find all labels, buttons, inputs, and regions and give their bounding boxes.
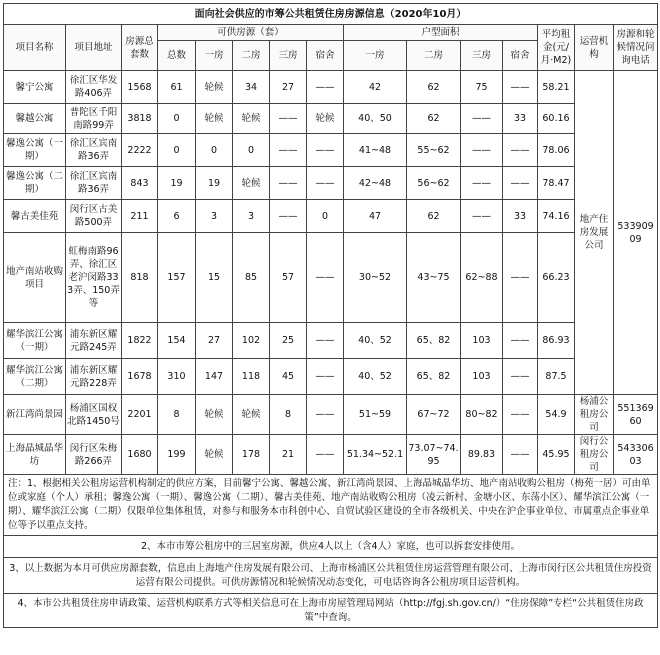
cell-area-dorm: —— xyxy=(503,435,538,475)
cell-supply-2: 0 xyxy=(233,134,270,167)
cell-supply-dorm: —— xyxy=(307,167,344,200)
table-title: 面向社会供应的市筹公共租赁住房房源信息（2020年10月） xyxy=(4,4,658,25)
table-row xyxy=(4,233,658,323)
cell-supply-1: 3 xyxy=(196,200,233,233)
cell-address: 浦东新区耀元路245弄 xyxy=(66,323,122,359)
cell-supply-total: 154 xyxy=(158,323,196,359)
cell-area-3: 103 xyxy=(461,323,503,359)
table-row xyxy=(4,71,658,104)
cell-supply-1: 轮候 xyxy=(196,395,233,435)
cell-area-1: 42~48 xyxy=(344,167,407,200)
cell-supply-3: 8 xyxy=(270,395,307,435)
cell-supply-2: 102 xyxy=(233,323,270,359)
agency-minhang: 闵行公租房公司 xyxy=(575,435,614,475)
note-2: 2、本市市筹公租房中的三居室房源，供应4人以上（含4人）家庭，也可以拆套安排使用。 xyxy=(4,536,658,558)
agency-yangpu: 杨浦公租房公司 xyxy=(575,395,614,435)
header-supply-group: 可供房源（套） xyxy=(158,25,344,41)
cell-address: 闵行区古美路500弄 xyxy=(66,200,122,233)
housing-table xyxy=(3,3,658,628)
cell-area-1: 47 xyxy=(344,200,407,233)
cell-area-3: —— xyxy=(461,104,503,134)
cell-address: 杨浦区国权北路1450号 xyxy=(66,395,122,435)
cell-supply-1: 15 xyxy=(196,233,233,323)
phone-yangpu: 55136960 xyxy=(614,395,658,435)
cell-address: 闵行区朱梅路266弄 xyxy=(66,435,122,475)
table-row xyxy=(4,435,658,475)
header-supply-3room: 三房 xyxy=(270,41,307,71)
cell-area-2: 67~72 xyxy=(407,395,461,435)
cell-name: 馨逸公寓（一期） xyxy=(4,134,66,167)
cell-supply-1: 147 xyxy=(196,359,233,395)
agency-dichan: 地产住房发展公司 xyxy=(575,71,614,395)
cell-area-3: 75 xyxy=(461,71,503,104)
cell-supply-1: 轮候 xyxy=(196,104,233,134)
cell-total: 843 xyxy=(122,167,158,200)
cell-supply-3: 21 xyxy=(270,435,307,475)
header-area-group: 户型面积 xyxy=(344,25,538,41)
cell-total: 818 xyxy=(122,233,158,323)
cell-supply-dorm: —— xyxy=(307,359,344,395)
cell-address: 徐汇区华发路406弄 xyxy=(66,71,122,104)
cell-supply-2: 轮候 xyxy=(233,395,270,435)
cell-area-2: 62 xyxy=(407,71,461,104)
cell-supply-total: 310 xyxy=(158,359,196,395)
cell-supply-3: —— xyxy=(270,104,307,134)
cell-area-2: 62 xyxy=(407,200,461,233)
header-total-sets: 房源总套数 xyxy=(122,25,158,71)
document xyxy=(3,3,657,628)
cell-supply-total: 19 xyxy=(158,167,196,200)
cell-area-dorm: —— xyxy=(503,167,538,200)
table-row xyxy=(4,200,658,233)
cell-rent: 86.93 xyxy=(538,323,575,359)
cell-name: 耀华滨江公寓（一期） xyxy=(4,323,66,359)
cell-area-1: 42 xyxy=(344,71,407,104)
phone-minhang: 54330603 xyxy=(614,435,658,475)
cell-total: 1678 xyxy=(122,359,158,395)
cell-supply-3: —— xyxy=(270,134,307,167)
cell-area-2: 65、82 xyxy=(407,323,461,359)
cell-name: 耀华滨江公寓（二期） xyxy=(4,359,66,395)
cell-supply-dorm: —— xyxy=(307,323,344,359)
cell-supply-2: 轮候 xyxy=(233,104,270,134)
cell-supply-dorm: 0 xyxy=(307,200,344,233)
cell-total: 1568 xyxy=(122,71,158,104)
cell-name: 新江湾尚景园 xyxy=(4,395,66,435)
cell-area-3: 80~82 xyxy=(461,395,503,435)
table-row xyxy=(4,104,658,134)
cell-address: 徐汇区宾南路36弄 xyxy=(66,167,122,200)
header-area-3room: 三房 xyxy=(461,41,503,71)
cell-rent: 58.21 xyxy=(538,71,575,104)
cell-name: 馨宁公寓 xyxy=(4,71,66,104)
cell-supply-dorm: —— xyxy=(307,435,344,475)
cell-area-1: 30~52 xyxy=(344,233,407,323)
cell-address: 浦东新区耀元路228弄 xyxy=(66,359,122,395)
cell-supply-dorm: —— xyxy=(307,233,344,323)
cell-rent: 45.95 xyxy=(538,435,575,475)
table-row xyxy=(4,323,658,359)
cell-name: 地产南站收购项目 xyxy=(4,233,66,323)
cell-area-dorm: 33 xyxy=(503,104,538,134)
cell-address: 普陀区千阳南路99弄 xyxy=(66,104,122,134)
cell-total: 1680 xyxy=(122,435,158,475)
cell-supply-1: 27 xyxy=(196,323,233,359)
table-row xyxy=(4,167,658,200)
cell-area-1: 40、50 xyxy=(344,104,407,134)
cell-supply-3: —— xyxy=(270,200,307,233)
header-area-dorm: 宿舍 xyxy=(503,41,538,71)
cell-supply-2: 178 xyxy=(233,435,270,475)
cell-supply-1: 轮候 xyxy=(196,71,233,104)
header-rent: 平均租金(元/月·M2) xyxy=(538,25,575,71)
cell-area-2: 55~62 xyxy=(407,134,461,167)
cell-area-2: 62 xyxy=(407,104,461,134)
cell-supply-total: 0 xyxy=(158,134,196,167)
note-1: 注：1、根据相关公租房运营机构制定的供应方案，目前馨宁公寓、馨越公寓、新江湾尚景园、上海晶城晶华坊、地产南站收购公租房（梅苑一居）可由单位或家庭（个人）承租；馨逸公寓（一期）、馨逸公寓（二期）、馨古美佳苑、地产南站收购公租房（凌云新村、金塘小区、东荡小区）、耀华滨江公寓（一期）、耀华滨江公寓（二期）仅限单位集体租赁，对参与和服务本市科创中心、自贸试验区建设的全市各级机关、中央在沪企事业单位、市属重点企事业单位等予以重点支持。 xyxy=(4,475,658,536)
cell-supply-total: 61 xyxy=(158,71,196,104)
cell-area-1: 40、52 xyxy=(344,323,407,359)
cell-area-3: —— xyxy=(461,167,503,200)
cell-area-dorm: —— xyxy=(503,395,538,435)
cell-supply-2: 118 xyxy=(233,359,270,395)
cell-supply-3: —— xyxy=(270,167,307,200)
cell-rent: 54.9 xyxy=(538,395,575,435)
cell-area-1: 41~48 xyxy=(344,134,407,167)
header-agency: 运营机构 xyxy=(575,25,614,71)
cell-supply-3: 57 xyxy=(270,233,307,323)
header-supply-1room: 一房 xyxy=(196,41,233,71)
header-supply-2room: 二房 xyxy=(233,41,270,71)
cell-area-1: 51~59 xyxy=(344,395,407,435)
cell-area-2: 43~75 xyxy=(407,233,461,323)
cell-rent: 66.23 xyxy=(538,233,575,323)
cell-area-dorm: —— xyxy=(503,323,538,359)
cell-supply-total: 8 xyxy=(158,395,196,435)
table-row xyxy=(4,134,658,167)
cell-supply-3: 45 xyxy=(270,359,307,395)
header-name: 项目名称 xyxy=(4,25,66,71)
cell-supply-2: 85 xyxy=(233,233,270,323)
cell-area-2: 65、82 xyxy=(407,359,461,395)
cell-total: 1822 xyxy=(122,323,158,359)
cell-area-3: 89.83 xyxy=(461,435,503,475)
header-supply-total: 总数 xyxy=(158,41,196,71)
cell-supply-total: 6 xyxy=(158,200,196,233)
table-row xyxy=(4,359,658,395)
cell-name: 馨越公寓 xyxy=(4,104,66,134)
cell-rent: 78.06 xyxy=(538,134,575,167)
cell-rent: 87.5 xyxy=(538,359,575,395)
cell-area-1: 40、52 xyxy=(344,359,407,395)
note-3: 3、以上数据为本月可供应房源套数，信息由上海地产住房发展有限公司、上海市杨浦区公共租赁住房运营管理有限公司、上海市闵行区公共租赁住房投资运营有限公司提供。可供房源情况和轮候情况动态变化，可电话咨询各公租房项目运营机构。 xyxy=(4,558,658,594)
cell-supply-2: 34 xyxy=(233,71,270,104)
cell-name: 馨逸公寓（二期） xyxy=(4,167,66,200)
cell-rent: 60.16 xyxy=(538,104,575,134)
cell-supply-dorm: 轮候 xyxy=(307,104,344,134)
cell-total: 2222 xyxy=(122,134,158,167)
cell-area-3: 62~88 xyxy=(461,233,503,323)
cell-supply-1: 轮候 xyxy=(196,435,233,475)
cell-total: 211 xyxy=(122,200,158,233)
note-4: 4、本市公共租赁住房申请政策、运营机构联系方式等相关信息可在上海市房屋管理局网站（http://fgj.sh.gov.cn/）“住房保障”专栏“公共租赁住房政策”中查询。 xyxy=(4,594,658,628)
header-supply-dorm: 宿舍 xyxy=(307,41,344,71)
cell-address: 虹梅南路96弄、徐汇区老沪闵路333弄、150弄等 xyxy=(66,233,122,323)
header-area-2room: 二房 xyxy=(407,41,461,71)
cell-area-dorm: —— xyxy=(503,134,538,167)
cell-area-2: 56~62 xyxy=(407,167,461,200)
cell-area-1: 51.34~52.1 xyxy=(344,435,407,475)
cell-supply-total: 199 xyxy=(158,435,196,475)
cell-total: 2201 xyxy=(122,395,158,435)
cell-area-dorm: —— xyxy=(503,359,538,395)
cell-area-2: 73.07~74.95 xyxy=(407,435,461,475)
cell-area-3: —— xyxy=(461,134,503,167)
cell-area-dorm: —— xyxy=(503,233,538,323)
cell-area-dorm: —— xyxy=(503,71,538,104)
cell-rent: 78.47 xyxy=(538,167,575,200)
cell-supply-3: 27 xyxy=(270,71,307,104)
cell-area-dorm: 33 xyxy=(503,200,538,233)
cell-supply-2: 3 xyxy=(233,200,270,233)
cell-supply-dorm: —— xyxy=(307,71,344,104)
cell-address: 徐汇区宾南路36弄 xyxy=(66,134,122,167)
table-row xyxy=(4,395,658,435)
cell-supply-dorm: —— xyxy=(307,134,344,167)
header-area-1room: 一房 xyxy=(344,41,407,71)
cell-supply-3: 25 xyxy=(270,323,307,359)
cell-supply-total: 0 xyxy=(158,104,196,134)
cell-supply-total: 157 xyxy=(158,233,196,323)
cell-supply-dorm: —— xyxy=(307,395,344,435)
header-address: 项目地址 xyxy=(66,25,122,71)
cell-total: 3818 xyxy=(122,104,158,134)
cell-name: 上海晶城晶华坊 xyxy=(4,435,66,475)
phone-dichan: 53390909 xyxy=(614,71,658,395)
cell-area-3: —— xyxy=(461,200,503,233)
cell-rent: 74.16 xyxy=(538,200,575,233)
cell-supply-1: 0 xyxy=(196,134,233,167)
cell-area-3: 103 xyxy=(461,359,503,395)
cell-supply-1: 19 xyxy=(196,167,233,200)
cell-supply-2: 轮候 xyxy=(233,167,270,200)
cell-name: 馨古美佳苑 xyxy=(4,200,66,233)
header-phone: 房源和轮候情况问询电话 xyxy=(614,25,658,71)
